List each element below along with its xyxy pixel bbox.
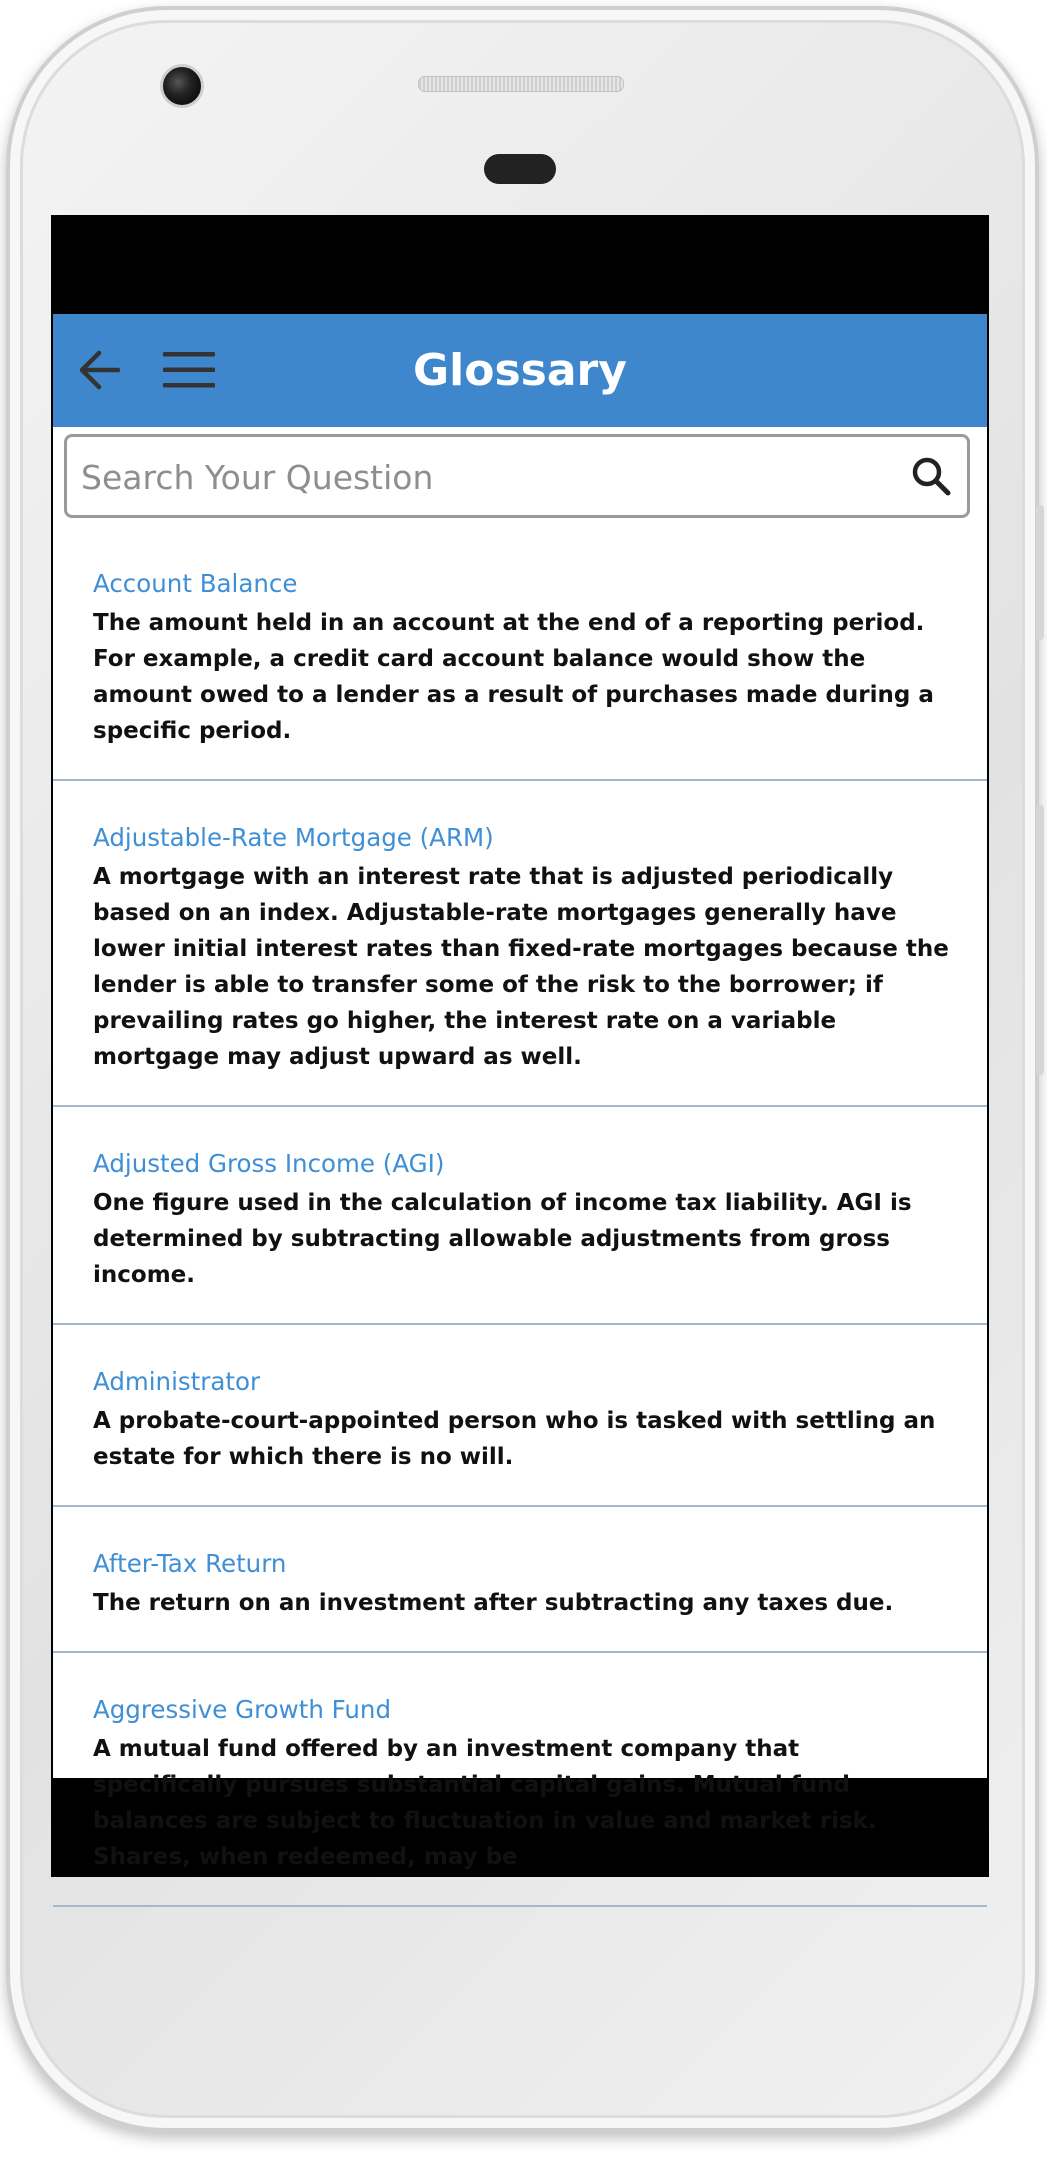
glossary-item[interactable] [53, 1107, 987, 1325]
earpiece-speaker [418, 76, 624, 92]
glossary-definition: The return on an investment after subtracting any taxes due. [93, 1590, 894, 1616]
front-camera [160, 64, 204, 108]
glossary-definition: A mortgage with an interest rate that is adjusted periodically based on an index. Adjustable-rate mortgages generally have lower initial interest rates than fixed-rate mortgages because the lender is able to transfer some of the risk to the borrower; if prevailing rates go higher, the interest rate on a variable mortgage may adjust upward as well. [93, 864, 949, 1070]
arrow-left-icon [76, 349, 122, 391]
search-icon[interactable] [909, 454, 953, 498]
glossary-definition: One figure used in the calculation of income tax liability. AGI is determined by subtracting allowable adjustments from gross income. [93, 1190, 912, 1288]
glossary-term: Adjustable-Rate Mortgage (ARM) [93, 823, 494, 852]
glossary-definition: A probate-court-appointed person who is tasked with settling an estate for which there is no will. [93, 1408, 936, 1470]
search-input[interactable] [79, 437, 883, 517]
glossary-term: After-Tax Return [93, 1549, 287, 1578]
menu-button[interactable] [161, 344, 217, 396]
proximity-sensor [484, 154, 556, 184]
page-title: Glossary [413, 345, 627, 396]
volume-button [1036, 505, 1044, 640]
app-content [53, 314, 987, 1870]
glossary-item[interactable] [53, 1653, 987, 1907]
power-button [1036, 805, 1044, 1075]
glossary-definition: The amount held in an account at the end of a reporting period. For example, a credit card account balance would show the amount owed to a lender as a result of purchases made during a specific period. [93, 610, 934, 744]
glossary-term: Adjusted Gross Income (AGI) [93, 1149, 445, 1178]
back-button[interactable] [73, 344, 125, 396]
screen [51, 215, 989, 1877]
glossary-item[interactable] [53, 1325, 987, 1507]
glossary-item[interactable] [53, 1507, 987, 1653]
glossary-definition: A mutual fund offered by an investment company that specifically pursues substantial capital gains. Mutual fund balances are subject to fluctuation in value and market risk. Shares, when redeemed, may be [93, 1736, 877, 1870]
glossary-term: Account Balance [93, 569, 298, 598]
search-box [64, 434, 970, 518]
glossary-item[interactable] [53, 781, 987, 1107]
glossary-list [53, 527, 987, 1907]
glossary-item[interactable] [53, 527, 987, 781]
glossary-term: Administrator [93, 1367, 261, 1396]
hamburger-menu-icon [162, 350, 216, 390]
app-bar [53, 314, 987, 427]
glossary-term: Aggressive Growth Fund [93, 1695, 391, 1724]
